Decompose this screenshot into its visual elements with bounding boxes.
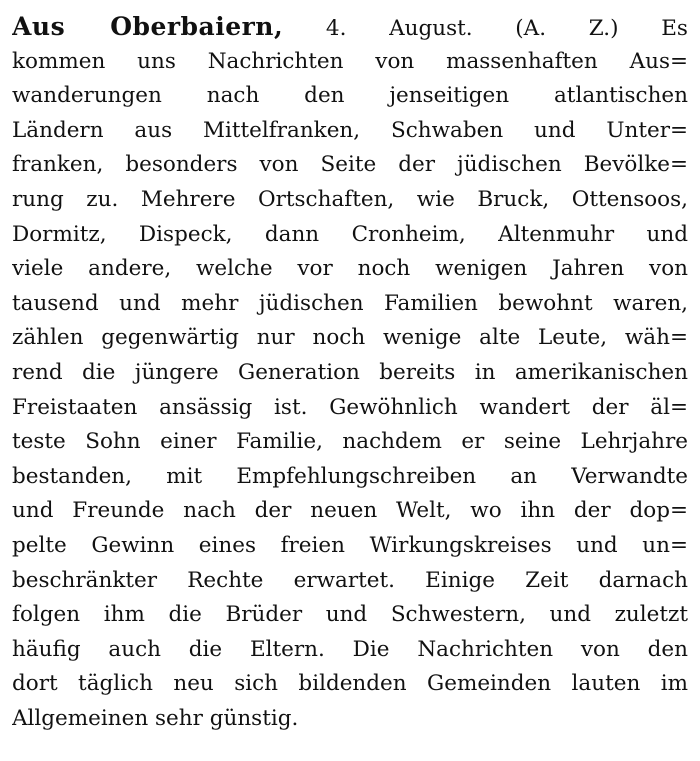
news-article bbox=[12, 10, 688, 736]
article-line-text: dort täglich neu sich bildenden Gemeinden lauten im bbox=[12, 671, 688, 697]
article-line-text: kommen uns Nachrichten von massenhaften Aus= bbox=[12, 48, 688, 74]
article-line-text: rung zu. Mehrere Ortschaften, wie Bruck, Ottensoos, bbox=[12, 186, 688, 212]
article-line-text: und Freunde nach der neuen Welt, wo ihn der dop= bbox=[12, 498, 688, 524]
article-line-text: beschränkter Rechte erwartet. Einige Zeit darnach bbox=[12, 567, 688, 593]
article-line-16 bbox=[12, 529, 688, 564]
article-line-text: folgen ihm die Brüder und Schwestern, und zuletzt bbox=[12, 602, 688, 628]
article-line-text: wanderungen nach den jenseitigen atlantischen bbox=[12, 83, 688, 109]
article-line-text: bestanden, mit Empfehlungschreiben an Verwandte bbox=[12, 463, 688, 489]
article-line-text: zählen gegenwärtig nur noch wenige alte Leute, wäh= bbox=[12, 325, 688, 351]
article-line-18 bbox=[12, 598, 688, 633]
article-line-text: franken, besonders von Seite der jüdischen Bevölke= bbox=[12, 152, 688, 178]
article-line-text: pelte Gewinn eines freien Wirkungskreises und un= bbox=[12, 532, 688, 558]
article-line-6 bbox=[12, 183, 688, 218]
article-line-text: tausend und mehr jüdischen Familien bewohnt waren, bbox=[12, 290, 688, 316]
article-headline: Aus Oberbaiern, bbox=[12, 12, 284, 41]
article-line-17 bbox=[12, 564, 688, 599]
article-line-12 bbox=[12, 391, 688, 426]
article-line-10 bbox=[12, 321, 688, 356]
article-line-11 bbox=[12, 356, 688, 391]
article-line-4 bbox=[12, 114, 688, 149]
article-line-9 bbox=[12, 287, 688, 322]
article-line-3 bbox=[12, 79, 688, 114]
article-dateline: 4. August. (A. Z.) bbox=[325, 16, 619, 41]
article-line-13 bbox=[12, 425, 688, 460]
article-line-text: häufig auch die Eltern. Die Nachrichten von den bbox=[12, 636, 688, 662]
article-line-text: Dormitz, Dispeck, dann Cronheim, Altenmuhr und bbox=[12, 221, 688, 247]
article-line-text: rend die jüngere Generation bereits in amerikanischen bbox=[12, 359, 688, 385]
article-line-2 bbox=[12, 45, 688, 80]
article-line-1 bbox=[12, 10, 688, 45]
article-line-8 bbox=[12, 252, 688, 287]
article-line-21 bbox=[12, 702, 688, 737]
article-line-5 bbox=[12, 148, 688, 183]
article-line-text: teste Sohn einer Familie, nachdem er seine Lehrjahre bbox=[12, 429, 688, 455]
article-line-text: viele andere, welche vor noch wenigen Jahren von bbox=[12, 256, 688, 282]
article-text-start: Es bbox=[661, 16, 688, 41]
article-line-19 bbox=[12, 633, 688, 668]
article-line-14 bbox=[12, 460, 688, 495]
article-line-15 bbox=[12, 494, 688, 529]
article-line-text: Freistaaten ansässig ist. Gewöhnlich wandert der äl= bbox=[12, 394, 688, 420]
article-line-20 bbox=[12, 667, 688, 702]
article-line-7 bbox=[12, 218, 688, 253]
article-line-text: Ländern aus Mittelfranken, Schwaben und Unter= bbox=[12, 117, 688, 143]
article-line-text: Allgemeinen sehr günstig. bbox=[12, 705, 299, 731]
